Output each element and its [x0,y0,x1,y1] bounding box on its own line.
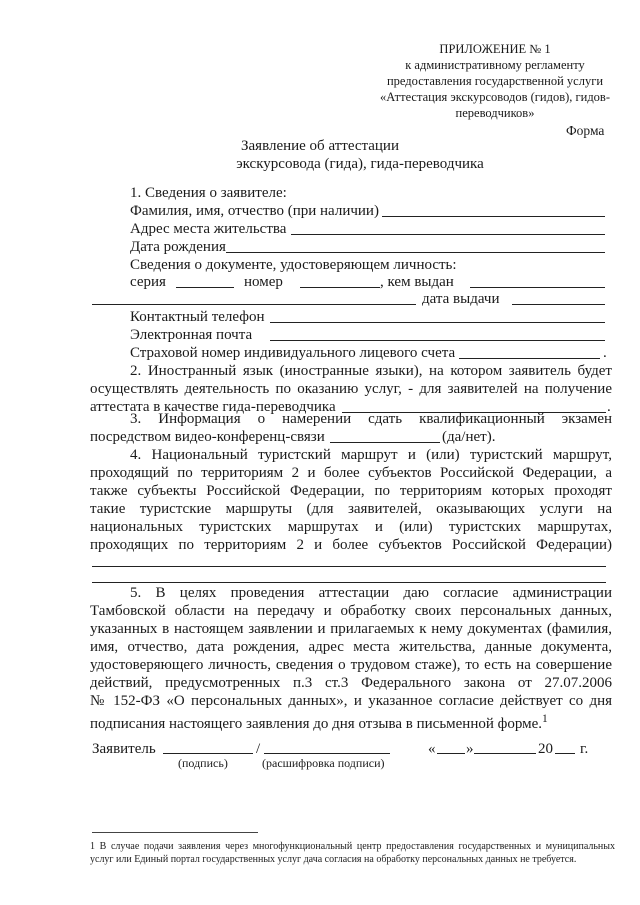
section4-line4: такие туристские маршруты (для заявителей, оказывающих услуги на [90,501,612,517]
section3-yesno: (да/нет). [442,429,496,445]
slash: / [256,741,261,757]
id-doc-label: Сведения о документе, удостоверяющем личность: [130,257,457,273]
route-field-2[interactable] [92,582,606,583]
section3-line2: посредством видео-конференц-связи [90,429,325,445]
footnote-ref: 1 [542,713,548,725]
series-field[interactable] [176,287,234,288]
video-conference-field[interactable] [330,442,440,443]
section1-heading: 1. Сведения о заявителе: [130,185,287,201]
footnote-text: 1 В случае подачи заявления через многофункциональный центр предоставления государственных и муниципальных услуг или Единый портал государственных услуг дача согласия на обработку персональных данных не требуется. [90,841,615,865]
section5-line3: указанных в настоящем заявлении и прилагаемых к нему документах (фамилия, [90,621,612,637]
date-day-field[interactable] [437,753,465,754]
signature-field[interactable] [163,753,253,754]
year-prefix: 20 [538,741,553,757]
section5-line1: 5. В целях проведения аттестации даю согласие администрации [130,585,612,601]
section2-line1: 2. Иностранный язык (иностранные языки), на котором заявитель будет [130,363,612,379]
phone-field[interactable] [270,322,605,323]
issued-by-label: , кем выдан [380,274,454,290]
snils-field[interactable] [459,358,600,359]
phone-label: Контактный телефон [130,309,265,325]
date-quote-close: » [466,741,474,757]
form-label: Форма [566,123,605,138]
section3-line1: 3. Информация о намерении сдать квалификационный экзамен [130,411,612,427]
section5-line4: имя, отчество, дата рождения, адрес места жительства, данные документа, [90,639,612,655]
full-name-field[interactable] [382,216,605,217]
snils-label: Страховой номер индивидуального лицевого счета [130,345,456,361]
signature-decode-caption: (расшифровка подписи) [262,756,385,770]
appendix-title: ПРИЛОЖЕНИЕ № 1 [439,42,551,56]
number-field[interactable] [300,287,380,288]
date-month-field[interactable] [474,753,536,754]
doc-title-2: экскурсовода (гида), гида-переводчика [236,156,484,172]
issue-date-label: дата выдачи [422,291,500,307]
appendix-subtitle-2: предоставления государственной услуги [386,74,604,88]
section2-line2: осуществлять деятельность по оказанию услуг, - для заявителей на получение [90,381,612,397]
section5-line5: удостоверяющего личность, сведения о трудовом стаже), то есть на совершение [90,657,612,673]
section4-line3: также субъекты Российской Федерации, по территориям которых проходят [90,483,612,499]
issue-date-field[interactable] [512,304,605,305]
section5-line7: № 152-ФЗ «О персональных данных», и указанное согласие действует со дня [90,693,612,709]
appendix-subtitle-4: переводчиков» [455,106,535,120]
address-label: Адрес места жительства [130,221,287,237]
issued-by-field[interactable] [470,287,605,288]
email-field[interactable] [270,340,605,341]
doc-title: Заявление об аттестации [241,138,399,154]
section4-line1: 4. Национальный туристский маршрут и (или) туристский маршрут, [130,447,612,463]
birth-date-field[interactable] [226,252,605,253]
section2-line3: аттестата в качестве гида-переводчика [90,399,336,415]
issued-by-field-cont[interactable] [92,304,416,305]
appendix-subtitle-1: к административному регламенту [405,58,585,72]
full-name-label: Фамилия, имя, отчество (при наличии) [130,203,379,219]
section2-dot: . [607,399,611,415]
signature-decode-field[interactable] [264,753,390,754]
date-quote-open: « [428,741,436,757]
year-suffix: г. [580,741,589,757]
section5-line8: подписания настоящего заявления до дня отзыва в письменной форме.$^1$ [90,713,548,732]
section5-line6: действий, предусмотренных п.3 ст.3 Федерального закона от 27.07.2006 [90,675,612,691]
signature-caption: (подпись) [178,756,228,770]
email-label: Электронная почта [130,327,253,343]
applicant-label: Заявитель [92,741,156,757]
birth-date-label: Дата рождения [130,239,226,255]
series-label: серия [130,274,166,290]
address-field[interactable] [291,234,605,235]
appendix-subtitle-3: «Аттестация экскурсоводов (гидов), гидов- [379,90,610,104]
snils-dot: . [603,345,607,361]
section4-line6: проходящих по территориям 2 и более субъектов Российской Федерации) [90,537,612,553]
route-field-1[interactable] [92,566,606,567]
section4-line2: проходящий по территориям 2 и более субъектов Российской Федерации, а [90,465,612,481]
date-year-field[interactable] [555,753,575,754]
footnote-divider [92,832,258,833]
number-label: номер [244,274,283,290]
section5-line2: Тамбовской области на передачу и обработку своих персональных данных, [90,603,612,619]
section4-line5: национальных туристских маршрутах и (или) туристских маршрутах, [90,519,612,535]
